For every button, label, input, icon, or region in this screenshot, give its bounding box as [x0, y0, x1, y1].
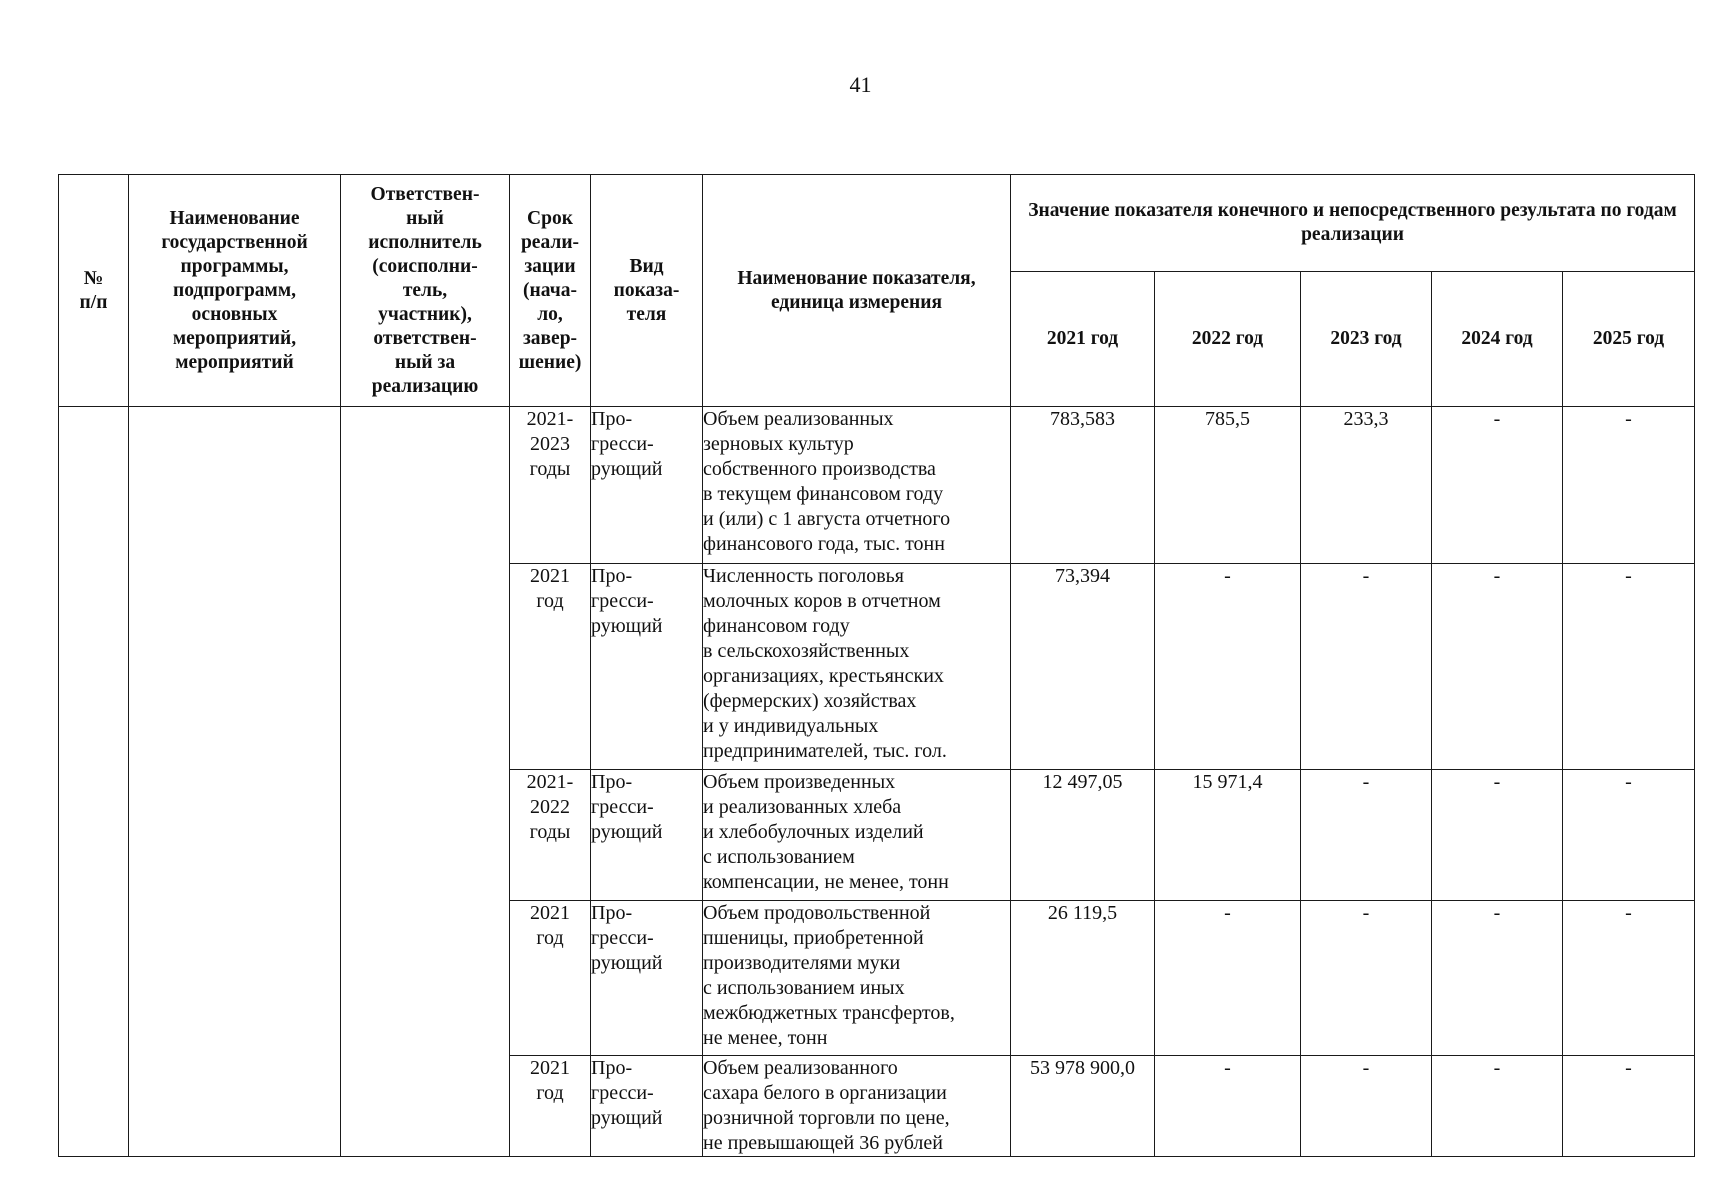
cell-value-2024: - [1432, 407, 1563, 564]
cell-value-2022: - [1155, 564, 1301, 770]
cell-indicator-name: Объем реализованного сахара белого в организации розничной торговли по цене, не превышающей 36 рублей [703, 1056, 1011, 1157]
cell-value-2023: 233,3 [1301, 407, 1432, 564]
cell-value-2024: - [1432, 1056, 1563, 1157]
cell-term: 2021- 2023 годы [510, 407, 591, 564]
cell-value-2022: - [1155, 901, 1301, 1056]
cell-indicator-name: Численность поголовья молочных коров в отчетном финансовом году в сельскохозяйственных организациях, крестьянских (фермерских) хозяйствах и у индивидуальных предпринимателей, тыс. гол. [703, 564, 1011, 770]
cell-kind: Про- гресси- рующий [591, 1056, 703, 1157]
cell-value-2023: - [1301, 770, 1432, 901]
cell-indicator-name: Объем произведенных и реализованных хлеба и хлебобулочных изделий с использованием компенсации, не менее, тонн [703, 770, 1011, 901]
header-row-top [59, 175, 1695, 272]
header-year-2024: 2024 год [1432, 272, 1563, 407]
cell-value-2023: - [1301, 1056, 1432, 1157]
header-year-2023: 2023 год [1301, 272, 1432, 407]
cell-value-2021: 783,583 [1011, 407, 1155, 564]
page-number: 41 [849, 72, 872, 97]
header-executor: Ответствен- ный исполнитель (соисполни- тель, участник), ответствен- ный за реализацию [341, 175, 510, 407]
cell-value-2025: - [1563, 770, 1695, 901]
cell-term: 2021 год [510, 1056, 591, 1157]
cell-value-2025: - [1563, 901, 1695, 1056]
cell-indicator-name: Объем продовольственной пшеницы, приобретенной производителями муки с использованием иных межбюджетных трансфертов, не менее, тонн [703, 901, 1011, 1056]
cell-value-2021: 73,394 [1011, 564, 1155, 770]
header-values-group: Значение показателя конечного и непосредственного результата по годам реализации [1011, 175, 1695, 272]
cell-term: 2021- 2022 годы [510, 770, 591, 901]
header-indicator: Наименование показателя, единица измерения [703, 175, 1011, 407]
cell-value-2025: - [1563, 1056, 1695, 1157]
cell-kind: Про- гресси- рующий [591, 770, 703, 901]
header-year-2025: 2025 год [1563, 272, 1695, 407]
header-year-2022: 2022 год [1155, 272, 1301, 407]
cell-value-2022: 15 971,4 [1155, 770, 1301, 901]
cell-value-2021: 26 119,5 [1011, 901, 1155, 1056]
header-term: Срок реали- зации (нача- ло, завер- шение) [510, 175, 591, 407]
cell-value-2023: - [1301, 564, 1432, 770]
cell-value-2022: 785,5 [1155, 407, 1301, 564]
indicators-table [58, 174, 1695, 1157]
cell-value-2023: - [1301, 901, 1432, 1056]
cell-indicator-name: Объем реализованных зерновых культур собственного производства в текущем финансовом году и (или) с 1 августа отчетного финансового года, тыс. тонн [703, 407, 1011, 564]
cell-kind: Про- гресси- рующий [591, 901, 703, 1056]
cell-program-merged [129, 407, 341, 1157]
cell-term: 2021 год [510, 564, 591, 770]
cell-value-2021: 53 978 900,0 [1011, 1056, 1155, 1157]
header-program: Наименование государственной программы, подпрограмм, основных мероприятий, мероприятий [129, 175, 341, 407]
header-num: № п/п [59, 175, 129, 407]
cell-value-2024: - [1432, 901, 1563, 1056]
cell-value-2025: - [1563, 564, 1695, 770]
cell-value-2024: - [1432, 770, 1563, 901]
cell-value-2022: - [1155, 1056, 1301, 1157]
cell-executor-merged [341, 407, 510, 1157]
cell-term: 2021 год [510, 901, 591, 1056]
header-kind: Вид показа- теля [591, 175, 703, 407]
table-row [59, 407, 1695, 564]
header-year-2021: 2021 год [1011, 272, 1155, 407]
cell-kind: Про- гресси- рующий [591, 407, 703, 564]
cell-value-2024: - [1432, 564, 1563, 770]
cell-value-2025: - [1563, 407, 1695, 564]
cell-kind: Про- гресси- рующий [591, 564, 703, 770]
cell-num-merged [59, 407, 129, 1157]
cell-value-2021: 12 497,05 [1011, 770, 1155, 901]
